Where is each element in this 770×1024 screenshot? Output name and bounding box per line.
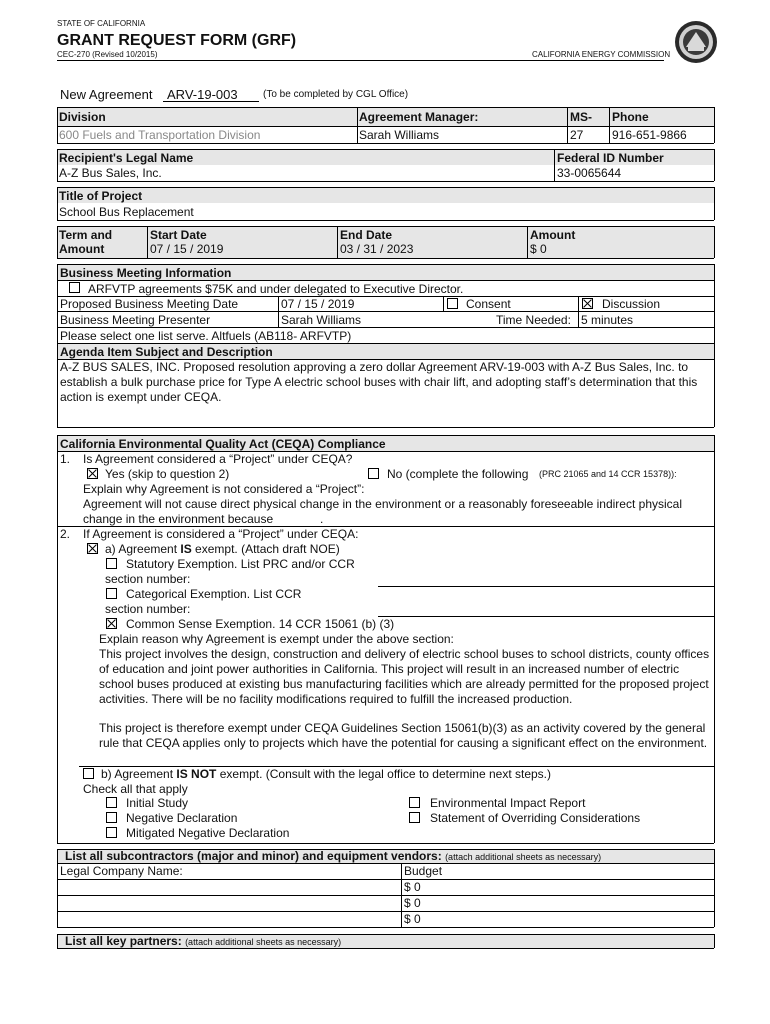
q1-explain-label: Explain why Agreement is not considered a “Project”: [83,482,365,496]
end-date-value[interactable]: 03 / 31 / 2023 [340,242,414,256]
q1-no-label: No (complete the following [387,467,529,481]
initial-study-checkbox[interactable] [106,797,117,808]
q1-reason-end: . [320,512,324,526]
budget-label: Budget [404,864,443,878]
agreement-manager-label: Agreement Manager: [359,110,479,124]
presenter-value[interactable]: Sarah Williams [281,313,362,327]
bm-rule-1 [57,280,714,281]
q2a-label: a) Agreement IS exempt. (Attach draft NOE) [105,542,340,556]
subcontractor-budget-3[interactable]: $ 0 [404,912,421,926]
overriding-considerations-label: Statement of Overriding Considerations [430,811,641,825]
business-meeting-heading: Business Meeting Information [60,266,232,280]
recipient-rule-top [57,149,714,150]
sub-rule-mid [401,863,402,927]
federal-id-value[interactable]: 33-0065644 [557,166,622,180]
categorical-exemption-label: Categorical Exemption. List CCR [126,587,302,601]
division-rule-mid [57,126,714,127]
statutory-exemption-label: Statutory Exemption. List PRC and/or CCR [126,557,355,571]
sub-rule-right [714,849,715,927]
statutory-exemption-checkbox[interactable] [106,558,117,569]
ceqa-rule-top [57,435,714,436]
term-rule-bottom [57,258,714,259]
categorical-section-label: section number: [105,602,191,616]
division-label: Division [59,110,106,124]
start-date-label: Start Date [150,228,207,242]
recipient-rule-bottom [57,181,714,182]
recipient-rule-right [714,149,715,181]
q2b-is-not-exempt-checkbox[interactable] [83,768,94,779]
bm-rule-right [714,264,715,427]
key-partners-heading: List all key partners: (attach additional sheets as necessary) [65,934,342,948]
bm-rule-4 [57,327,714,328]
bm-rule-top [57,264,714,265]
term-rule-col4 [527,226,528,258]
check-all-label: Check all that apply [83,782,188,796]
project-rule-bottom [57,220,714,221]
statutory-section-label: section number: [105,572,191,586]
ceqa-rule-right [714,435,715,843]
phone-label: Phone [612,110,649,124]
time-needed-label: Time Needed: [496,313,571,327]
q1-reason-line-2: change in the environment because [83,512,274,526]
q1-no-reference: (PRC 21065 and 14 CCR 15378)): [539,469,677,479]
project-title-value[interactable]: School Bus Replacement [59,205,194,219]
legal-company-name-label: Legal Company Name: [60,864,183,878]
division-rule-right [714,107,715,143]
agency-name: CALIFORNIA ENERGY COMMISSION [532,50,671,59]
sub-rule-1 [57,879,714,880]
term-rule-left [57,226,58,258]
arfvtp-label: ARFVTP agreements $75K and under delegated to Executive Director. [88,282,464,296]
agreement-note: (To be completed by CGL Office) [263,89,409,100]
q1-reason-line-1: Agreement will not cause direct physical change in the environment or a reasonably foreseeable indirect physical [83,497,682,511]
bm-rule-bottom [57,427,714,428]
ms-label: MS- [570,110,592,124]
ceqa-heading: California Environmental Quality Act (CEQA) Compliance [60,437,386,451]
division-rule-col3 [567,107,568,143]
term-label-1: Term and [59,228,113,242]
mitigated-negative-declaration-checkbox[interactable] [106,827,117,838]
division-rule-col4 [609,107,610,143]
recipient-rule-left [57,149,58,181]
project-rule-right [714,187,715,220]
negative-declaration-label: Negative Declaration [126,811,238,825]
arfvtp-checkbox[interactable] [69,282,80,293]
recipient-label: Recipient's Legal Name [59,151,194,165]
agenda-heading: Agenda Item Subject and Description [60,345,273,359]
agenda-description[interactable]: A-Z BUS SALES, INC. Proposed resolution approving a zero dollar Agreement ARV-19-003 with A-Z Bus Sales, Inc. to establish a bulk purchase price for Type A electric school buses with chair lift, and adopting staff’s determination that this action is exempt under CEQA. [60,360,698,404]
subcontractors-heading: List all subcontractors (major and minor) and equipment vendors: (attach additional sheets as necessary) [65,849,602,863]
negative-declaration-checkbox[interactable] [106,812,117,823]
division-rule-top [57,107,714,108]
q1-yes-checkbox[interactable] [87,468,98,479]
amount-label: Amount [530,228,576,242]
consent-label: Consent [466,297,511,311]
meeting-date-value[interactable]: 07 / 15 / 2019 [281,297,355,311]
time-needed-value[interactable]: 5 minutes [581,313,634,327]
amount-value[interactable]: $ 0 [530,242,547,256]
division-rule-col2 [357,107,358,143]
discussion-checkbox[interactable] [582,298,593,309]
statutory-section-field[interactable] [378,586,714,587]
partners-rule-right [714,934,715,948]
common-sense-exemption-checkbox[interactable] [106,618,117,629]
subcontractor-budget-2[interactable]: $ 0 [404,896,421,910]
explain-exempt-label: Explain reason why Agreement is exempt under the above section: [99,632,454,646]
partners-rule-left [57,934,58,948]
division-rule-bottom [57,143,714,144]
term-rule-col3 [337,226,338,258]
california-energy-commission-seal-icon [674,20,718,64]
mitigated-negative-declaration-label: Mitigated Negative Declaration [126,826,290,840]
bm-rule-3 [57,311,714,312]
common-sense-exemption-label: Common Sense Exemption. 14 CCR 15061 (b) (3) [126,617,395,631]
consent-checkbox[interactable] [447,298,458,309]
project-rule-left [57,187,58,220]
bm-rule-date-col [278,296,279,327]
q2-number: 2. [60,527,71,541]
term-rule-top [57,226,714,227]
sub-rule-2 [57,895,714,896]
end-date-label: End Date [340,228,393,242]
project-rule-top [57,187,714,188]
partners-rule-bottom [57,948,714,949]
term-label-2: Amount [59,242,105,256]
start-date-value[interactable]: 07 / 15 / 2019 [150,242,224,256]
presenter-label: Business Meeting Presenter [60,313,211,327]
q1-number: 1. [60,452,71,466]
sub-rule-bottom [57,927,714,928]
list-serve[interactable]: Please select one list serve. Altfuels (AB118- ARFVTP) [60,329,352,343]
q2a-is-exempt-checkbox[interactable] [87,543,98,554]
eir-label: Environmental Impact Report [430,796,586,810]
phone-value[interactable]: 916-651-9866 [612,128,687,142]
categorical-exemption-checkbox[interactable] [106,588,117,599]
q1-no-checkbox[interactable] [368,468,379,479]
agreement-number[interactable]: ARV-19-003 [167,87,238,102]
q2-question: If Agreement is considered a “Project” under CEQA: [83,527,359,541]
q1-yes-label: Yes (skip to question 2) [105,467,230,481]
recipient-rule-mid [554,149,555,181]
bm-rule-time-col [578,296,579,327]
q2b-label: b) Agreement IS NOT exempt. (Consult with the legal office to determine next steps.) [101,767,552,781]
state-label: STATE OF CALIFORNIA [57,19,146,28]
categorical-section-field[interactable] [378,616,714,617]
form-title: GRANT REQUEST FORM (GRF) [57,32,297,49]
header-rule [57,60,664,61]
agreement-manager-value[interactable]: Sarah Williams [359,128,440,142]
ceqa-rule-left [57,435,58,843]
ceqa-rule-bottom [57,843,714,844]
form-id: CEC-270 (Revised 10/2015) [57,50,158,59]
sub-rule-3 [57,911,714,912]
term-rule-right [714,226,715,258]
ms-value[interactable]: 27 [570,128,584,142]
meeting-date-label: Proposed Business Meeting Date [60,297,239,311]
project-title-label: Title of Project [59,189,143,203]
division-rule-left [57,107,58,143]
new-agreement-label: New Agreement [60,87,153,102]
project-header-bg [57,187,714,203]
discussion-label: Discussion [602,297,661,311]
bm-rule-consent-col [443,296,444,311]
sub-rule-left [57,849,58,927]
initial-study-label: Initial Study [126,796,189,810]
subcontractor-budget-1[interactable]: $ 0 [404,880,421,894]
federal-id-label: Federal ID Number [557,151,664,165]
eir-checkbox[interactable] [409,797,420,808]
exempt-reason-paragraph-1[interactable]: This project involves the design, construction and delivery of electric school buses to school districts, county offices of education and joint power authorities in California. This project will result in an increased number of electric school buses produced at existing bus manufacturing facilities which are already permitted for the proposed project activities. There will be no facility modifications required to fulfill the increased production. [99,647,710,706]
term-rule-col2 [147,226,148,258]
division-value[interactable]: 600 Fuels and Transportation Division [59,128,261,142]
overriding-considerations-checkbox[interactable] [409,812,420,823]
agreement-number-underline [163,101,259,102]
recipient-value[interactable]: A-Z Bus Sales, Inc. [59,166,162,180]
exempt-reason-paragraph-2[interactable]: This project is therefore exempt under CEQA Guidelines Section 15061(b)(3) as an activity covered by the general rule that CEQA applies only to projects which have the potential for causing a significant effect on the environment. [99,721,708,750]
q1-question: Is Agreement considered a “Project” under CEQA? [83,452,353,466]
